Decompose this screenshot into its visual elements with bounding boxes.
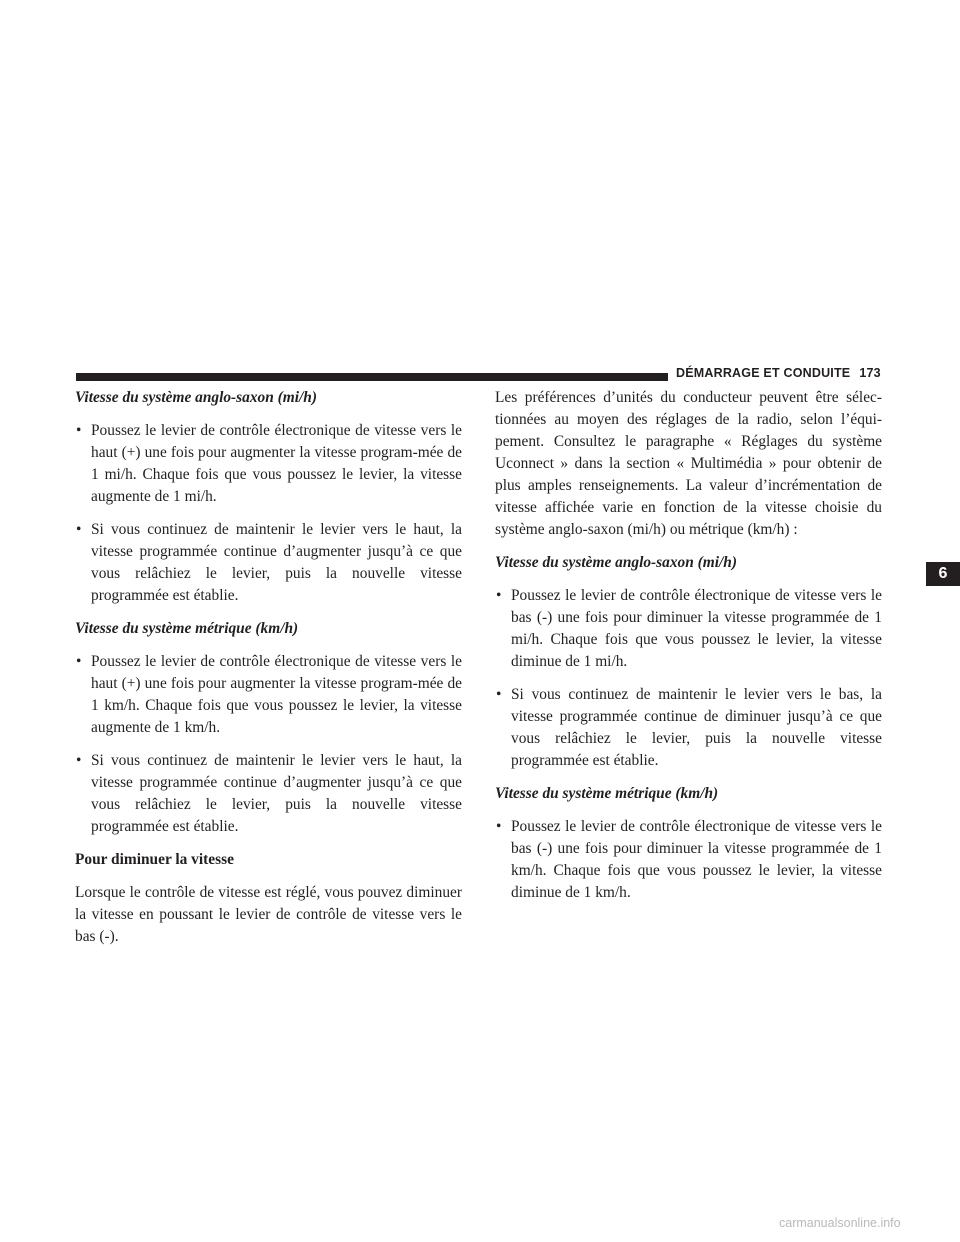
list-item: • Si vous continuez de maintenir le levier vers le bas, la vitesse programmée continue de diminuer jusqu’à ce que vous relâchiez le levier, puis la nouvelle vitesse programmée est établie. [496,686,882,769]
bullet-icon: • [76,521,82,538]
bullet-icon: • [76,653,82,670]
subheading-imperial: Vitesse du système anglo-saxon (mi/h) [495,554,737,571]
bullet-icon: • [76,752,82,769]
body-paragraph: Les préférences d’unités du conducteur peuvent être sélec-tionnées au moyen des réglages de la radio, selon l’équi-pement. Consultez le paragraphe « Réglages du système Uconnect » dans la section « Multimédia » pour obtenir de plus amples renseignements. La valeur d’incrémentation de vitesse affichée varie en fonction de la vitesse choisie du système anglo-saxon (mi/h) ou métrique (km/h) : [495,389,882,538]
list-item: • Poussez le levier de contrôle électronique de vitesse vers le haut (+) une fois pour augmenter la vitesse program-mée de 1 mi/h. Chaque fois que vous poussez le levier, la vitesse augmente de 1 mi/h. [76,422,462,505]
subheading-imperial: Vitesse du système anglo-saxon (mi/h) [75,389,317,406]
list-item: • Si vous continuez de maintenir le levier vers le haut, la vitesse programmée continue d’augmenter jusqu’à ce que vous relâchiez le levier, puis la nouvelle vitesse programmée est établie. [76,752,462,835]
body-paragraph: Lorsque le contrôle de vitesse est réglé, vous pouvez diminuer la vitesse en poussant le levier de contrôle de vitesse vers le bas (-). [75,884,462,945]
page-number: 173 [859,366,881,380]
bullet-icon: • [76,422,82,439]
watermark: carmanualsonline.info [779,1216,901,1230]
bullet-icon: • [496,686,502,703]
running-header [676,366,881,380]
subheading-metric: Vitesse du système métrique (km/h) [75,620,299,637]
bullet-icon: • [496,818,502,835]
header-rule [76,373,668,381]
section-heading: Pour diminuer la vitesse [75,851,234,868]
subheading-metric: Vitesse du système métrique (km/h) [495,785,719,802]
list-item: • Poussez le levier de contrôle électronique de vitesse vers le bas (-) une fois pour diminuer la vitesse programmée de 1 km/h. Chaque fois que vous poussez le levier, la vitesse diminue de 1 km/h. [496,818,882,901]
chapter-tab: 6 [926,562,960,586]
section-title: DÉMARRAGE ET CONDUITE [676,366,851,380]
list-item: • Poussez le levier de contrôle électronique de vitesse vers le haut (+) une fois pour augmenter la vitesse program-mée de 1 km/h. Chaque fois que vous poussez le levier, la vitesse augmente de 1 km/h. [76,653,462,736]
list-item: • Poussez le levier de contrôle électronique de vitesse vers le bas (-) une fois pour diminuer la vitesse programmée de 1 mi/h. Chaque fois que vous poussez le levier, la vitesse diminue de 1 mi/h. [496,587,882,670]
list-item: • Si vous continuez de maintenir le levier vers le haut, la vitesse programmée continue d’augmenter jusqu’à ce que vous relâchiez le levier, puis la nouvelle vitesse programmée est établie. [76,521,462,604]
left-column [75,387,462,959]
bullet-icon: • [496,587,502,604]
right-column [495,387,882,915]
